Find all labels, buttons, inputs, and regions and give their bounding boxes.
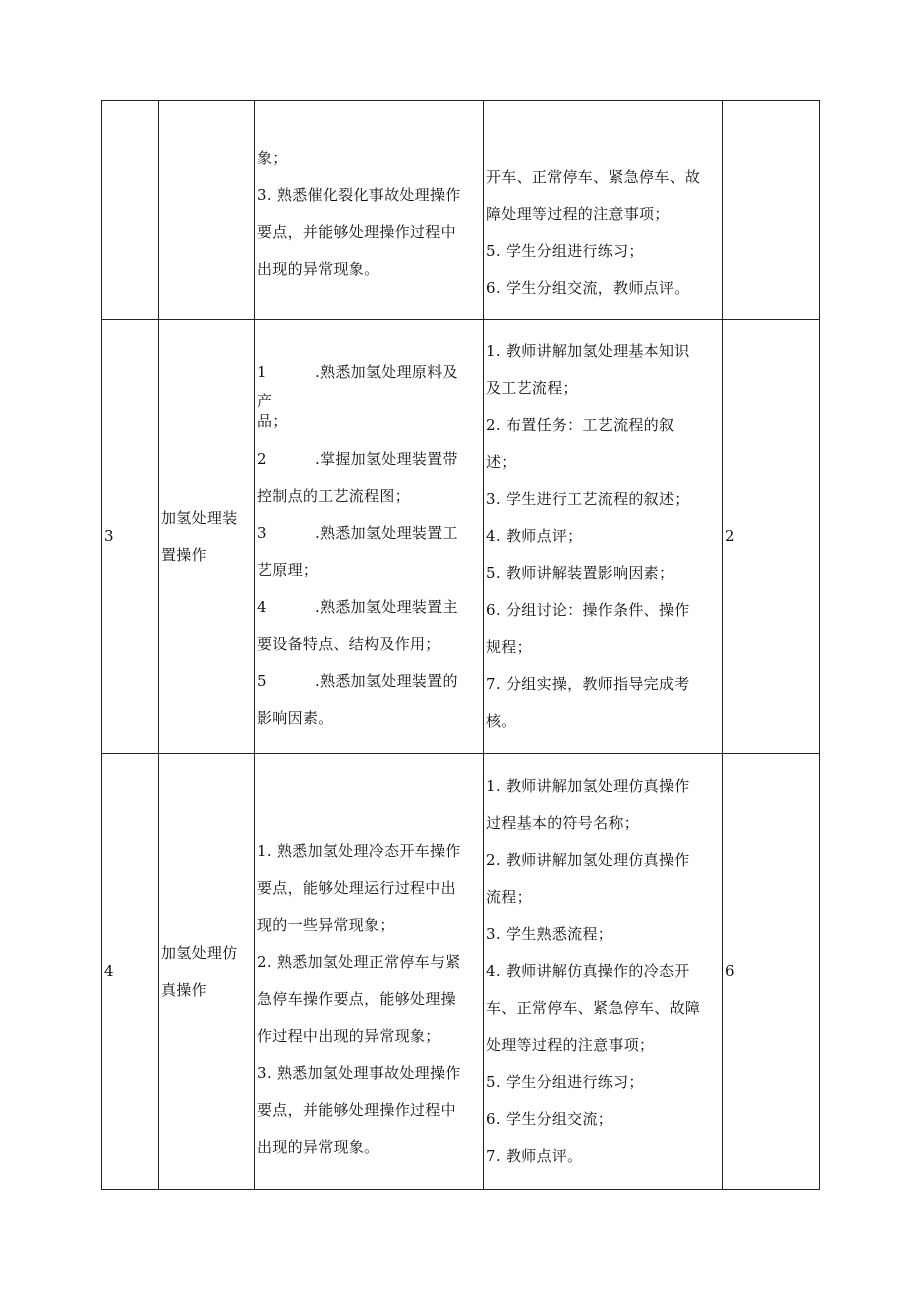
goal-line: 要点，并能够处理操作过程中 xyxy=(257,1101,456,1119)
activity-line: 6. 学生分组交流，教师点评。 xyxy=(486,278,690,297)
goal-line: 影响因素。 xyxy=(257,709,334,727)
project-name-cell xyxy=(159,754,255,1190)
hours-cell: 2 xyxy=(723,320,820,754)
goals-cell xyxy=(255,754,484,1190)
activity-line: 述； xyxy=(486,453,517,471)
project-name-line: 加氢处理装 xyxy=(161,508,238,527)
goal-number: 4 xyxy=(257,598,267,616)
goal-line: .熟悉加氢处理原料及 xyxy=(315,363,458,381)
activity-line: 5. 教师讲解装置影响因素； xyxy=(486,564,675,582)
goal-item xyxy=(257,441,481,478)
activity-line: 核。 xyxy=(486,712,517,730)
goal-line: 急停车操作要点，能够处理操 xyxy=(257,990,456,1008)
activity-line: 3. 学生进行工艺流程的叙述； xyxy=(486,490,690,508)
goal-line: .熟悉加氢处理装置的 xyxy=(315,672,458,690)
course-plan-table xyxy=(101,100,820,1190)
goal-line: .熟悉加氢处理装置主 xyxy=(315,598,458,616)
goal-item xyxy=(257,589,481,626)
activities-cell xyxy=(484,101,723,320)
activity-line: 2. 布置任务：工艺流程的叙 xyxy=(486,416,675,434)
activity-line: 处理等过程的注意事项； xyxy=(486,1036,655,1054)
goal-item xyxy=(257,663,481,700)
activity-line: 4. 教师点评； xyxy=(486,527,583,545)
goal-line: 要点，能够处理运行过程中出 xyxy=(257,879,456,897)
goal-item xyxy=(257,515,481,552)
project-name-cell xyxy=(159,320,255,754)
activity-line: 6. 学生分组交流； xyxy=(486,1110,614,1128)
activity-line: 3. 学生熟悉流程； xyxy=(486,925,614,943)
goal-line: 现的一些异常现象； xyxy=(257,916,395,934)
activities-cell xyxy=(484,320,723,754)
goal-line: 艺原理； xyxy=(257,561,319,579)
activity-line: 及工艺流程； xyxy=(486,379,578,397)
goal-line: 2. 熟悉加氢处理正常停车与紧 xyxy=(257,953,461,971)
row-number-cell xyxy=(102,101,159,320)
project-name-line: 真操作 xyxy=(161,980,207,999)
hours-cell: 6 xyxy=(723,754,820,1190)
activity-line: 7. 分组实操，教师指导完成考 xyxy=(486,675,690,693)
goal-number: 5 xyxy=(257,672,267,690)
goal-line: 品； xyxy=(257,412,288,430)
goal-line: 1. 熟悉加氢处理冷态开车操作 xyxy=(257,842,461,860)
project-name-cell xyxy=(159,101,255,320)
project-name-line: 置操作 xyxy=(161,545,207,564)
goal-number: 3 xyxy=(257,524,267,542)
goal-item xyxy=(257,354,481,391)
goal-line: 作过程中出现的异常现象； xyxy=(257,1027,441,1045)
goal-number: 2 xyxy=(257,450,267,468)
goal-line: 要设备特点、结构及作用； xyxy=(257,635,441,653)
goal-number: 1 xyxy=(257,363,267,381)
table-row xyxy=(102,320,820,754)
hours-cell xyxy=(723,101,820,320)
activity-line: 7. 教师点评。 xyxy=(486,1147,583,1165)
goal-line: 3. 熟悉加氢处理事故处理操作 xyxy=(257,1064,461,1082)
goal-line: 3. 熟悉催化裂化事故处理操作 xyxy=(257,186,461,204)
activity-line: 障处理等过程的注意事项； xyxy=(486,204,670,223)
activity-line: 车、正常停车、紧急停车、故障 xyxy=(486,999,701,1017)
goal-line: .掌握加氢处理装置带 xyxy=(315,450,458,468)
goals-cell xyxy=(255,101,484,320)
activity-line: 过程基本的符号名称； xyxy=(486,814,640,832)
activities-cell xyxy=(484,754,723,1190)
row-number-cell: 3 xyxy=(102,320,159,754)
goal-line: 要点，并能够处理操作过程中 xyxy=(257,223,456,241)
activity-line: 2. 教师讲解加氢处理仿真操作 xyxy=(486,851,690,869)
goal-line: .熟悉加氢处理装置工 xyxy=(315,524,458,542)
row-number-cell: 4 xyxy=(102,754,159,1190)
activity-line: 1. 教师讲解加氢处理基本知识 xyxy=(486,342,690,360)
activity-line: 开车、正常停车、紧急停车、故 xyxy=(486,167,701,186)
activity-line: 5. 学生分组进行练习； xyxy=(486,1073,644,1091)
goal-line: 控制点的工艺流程图； xyxy=(257,487,411,505)
table-row xyxy=(102,754,820,1190)
activity-line: 4. 教师讲解仿真操作的冷态开 xyxy=(486,962,690,980)
goals-cell xyxy=(255,320,484,754)
project-name-line: 加氢处理仿 xyxy=(161,943,238,962)
activity-line: 规程； xyxy=(486,638,532,656)
goal-line: 象； xyxy=(257,149,288,167)
activity-line: 5. 学生分组进行练习； xyxy=(486,241,644,260)
activity-line: 流程； xyxy=(486,888,532,906)
table-row xyxy=(102,101,820,320)
goal-line: 出现的异常现象。 xyxy=(257,260,380,278)
goal-line: 产 xyxy=(257,392,273,410)
goal-line: 出现的异常现象。 xyxy=(257,1138,380,1156)
activity-line: 6. 分组讨论：操作条件、操作 xyxy=(486,601,690,619)
activity-line: 1. 教师讲解加氢处理仿真操作 xyxy=(486,777,690,795)
